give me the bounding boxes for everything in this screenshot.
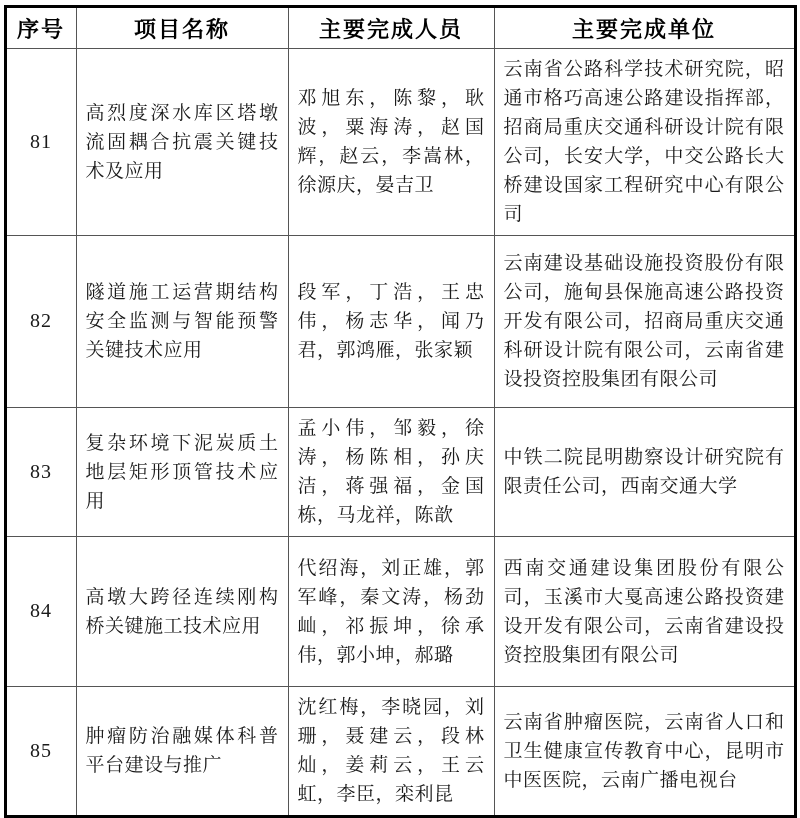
main-units: 云南建设基础设施投资股份有限公司，施甸县保施高速公路投资开发有限公司，招商局重庆交通科研设计院有限公司，云南省建设投资控股集团有限公司 bbox=[494, 236, 795, 408]
table-row bbox=[5, 49, 795, 236]
column-header-project-name: 项目名称 bbox=[76, 7, 288, 49]
table-row bbox=[5, 236, 795, 408]
serial-number: 84 bbox=[5, 537, 76, 687]
main-units: 云南省肿瘤医院，云南省人口和卫生健康宣传教育中心，昆明市中医医院，云南广播电视台 bbox=[494, 687, 795, 817]
table-header-row bbox=[5, 7, 795, 49]
main-personnel: 代绍海，刘正雄，郭军峰，秦文涛，杨劲屾，祁振坤，徐承伟，郭小坤，郝璐 bbox=[288, 537, 494, 687]
column-header-serial: 序号 bbox=[5, 7, 76, 49]
project-name: 复杂环境下泥炭质土地层矩形顶管技术应用 bbox=[76, 408, 288, 537]
project-name: 肿瘤防治融媒体科普平台建设与推广 bbox=[76, 687, 288, 817]
main-units: 中铁二院昆明勘察设计研究院有限责任公司，西南交通大学 bbox=[494, 408, 795, 537]
main-personnel: 段军，丁浩，王忠伟，杨志华，闻乃君，郭鸿雁，张家颖 bbox=[288, 236, 494, 408]
column-header-main-personnel: 主要完成人员 bbox=[288, 7, 494, 49]
column-header-main-units: 主要完成单位 bbox=[494, 7, 795, 49]
serial-number: 83 bbox=[5, 408, 76, 537]
serial-number: 82 bbox=[5, 236, 76, 408]
main-units: 西南交通建设集团股份有限公司，玉溪市大戛高速公路投资建设开发有限公司，云南省建设投资控股集团有限公司 bbox=[494, 537, 795, 687]
main-personnel: 沈红梅，李晓园，刘珊，聂建云，段林灿，姜莉云，王云虹，李臣，栾利昆 bbox=[288, 687, 494, 817]
serial-number: 81 bbox=[5, 49, 76, 236]
main-personnel: 邓旭东，陈黎，耿波，粟海涛，赵国辉，赵云，李嵩林，徐源庆，晏吉卫 bbox=[288, 49, 494, 236]
table-row bbox=[5, 408, 795, 537]
project-name: 高墩大跨径连续刚构桥关键施工技术应用 bbox=[76, 537, 288, 687]
awards-project-table bbox=[4, 5, 797, 818]
table-row bbox=[5, 687, 795, 817]
main-personnel: 孟小伟，邹毅，徐涛，杨陈相，孙庆洁，蒋强福，金国栋，马龙祥，陈歆 bbox=[288, 408, 494, 537]
serial-number: 85 bbox=[5, 687, 76, 817]
table-row bbox=[5, 537, 795, 687]
main-units: 云南省公路科学技术研究院，昭通市格巧高速公路建设指挥部，招商局重庆交通科研设计院有限公司，长安大学，中交公路长大桥建设国家工程研究中心有限公司 bbox=[494, 49, 795, 236]
project-name: 隧道施工运营期结构安全监测与智能预警关键技术应用 bbox=[76, 236, 288, 408]
project-name: 高烈度深水库区塔墩流固耦合抗震关键技术及应用 bbox=[76, 49, 288, 236]
